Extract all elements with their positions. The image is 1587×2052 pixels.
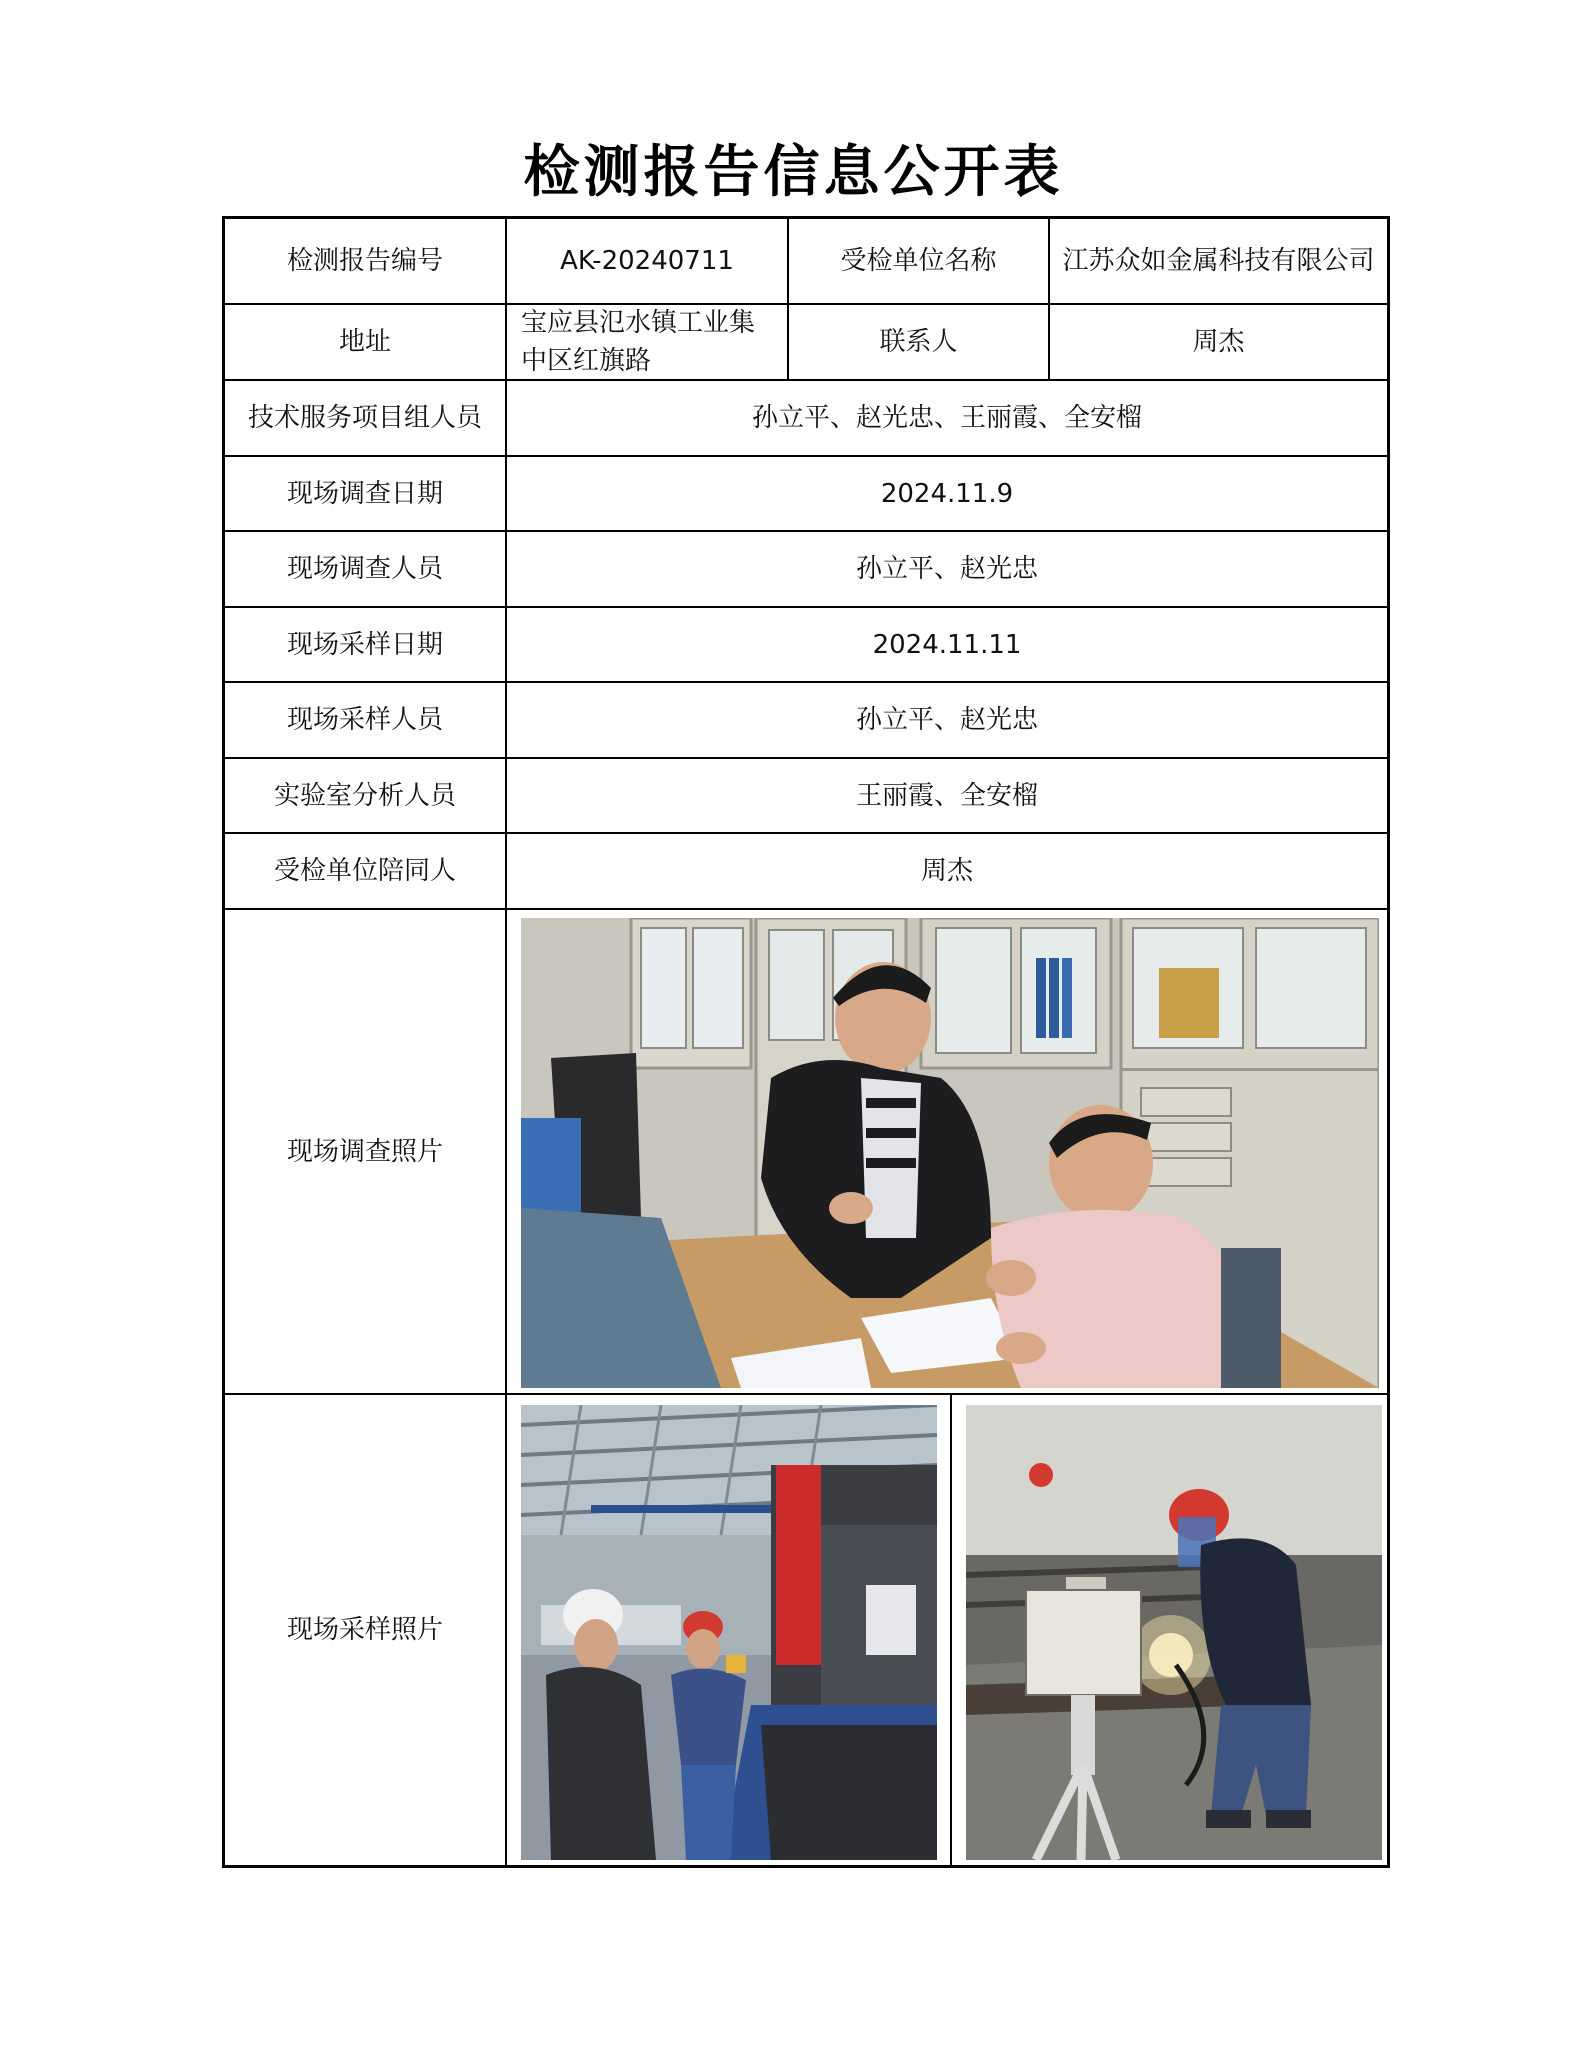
contact-value: 周杰 <box>1192 327 1245 357</box>
sampling-staff-value: 孙立平、赵光忠 <box>855 705 1038 735</box>
table-row <box>225 381 1387 457</box>
escort-value: 周杰 <box>920 856 973 886</box>
escort-label: 受检单位陪同人 <box>225 834 507 908</box>
survey-date-label: 现场调查日期 <box>225 457 507 530</box>
survey-staff-value: 孙立平、赵光忠 <box>855 554 1038 584</box>
survey-photo-label: 现场调查照片 <box>225 910 507 1393</box>
table-row <box>225 834 1387 910</box>
lab-staff-label: 实验室分析人员 <box>225 759 507 832</box>
survey-date-value: 2024.11.9 <box>880 478 1014 509</box>
sampling-photo-label: 现场采样照片 <box>225 1395 507 1865</box>
page-title: 检测报告信息公开表 <box>523 140 1064 205</box>
survey-photo <box>521 918 1379 1388</box>
contact-label: 联系人 <box>789 305 1050 379</box>
sampling-date-label: 现场采样日期 <box>225 608 507 681</box>
report-no-value: AK-20240711 <box>507 219 789 303</box>
table-row <box>225 910 1387 1395</box>
lab-staff-value: 王丽霞、全安榴 <box>855 780 1038 811</box>
table-row <box>225 683 1387 759</box>
table-row <box>225 1395 1387 1865</box>
unit-name-label: 受检单位名称 <box>789 219 1050 303</box>
sampling-photo-2 <box>966 1405 1382 1860</box>
table-row <box>225 219 1387 305</box>
address-label: 地址 <box>225 305 507 379</box>
info-table <box>222 216 1390 1868</box>
report-no-label: 检测报告编号 <box>225 219 507 303</box>
table-row <box>225 759 1387 834</box>
sampling-date-value: 2024.11.11 <box>872 629 1022 660</box>
table-row <box>225 608 1387 683</box>
table-row <box>225 457 1387 532</box>
address-value: 宝应县氾水镇工业集中区红旗路 <box>507 305 789 379</box>
table-row <box>225 305 1387 381</box>
team-value: 孙立平、赵光忠、王丽霞、全安榴 <box>751 403 1142 433</box>
table-row <box>225 532 1387 608</box>
sampling-photo-1 <box>521 1405 937 1860</box>
survey-staff-label: 现场调查人员 <box>225 532 507 606</box>
unit-name-value: 江苏众如金属科技有限公司 <box>1062 246 1375 276</box>
photo-divider <box>950 1395 952 1865</box>
team-label: 技术服务项目组人员 <box>225 381 507 455</box>
sampling-staff-label: 现场采样人员 <box>225 683 507 757</box>
